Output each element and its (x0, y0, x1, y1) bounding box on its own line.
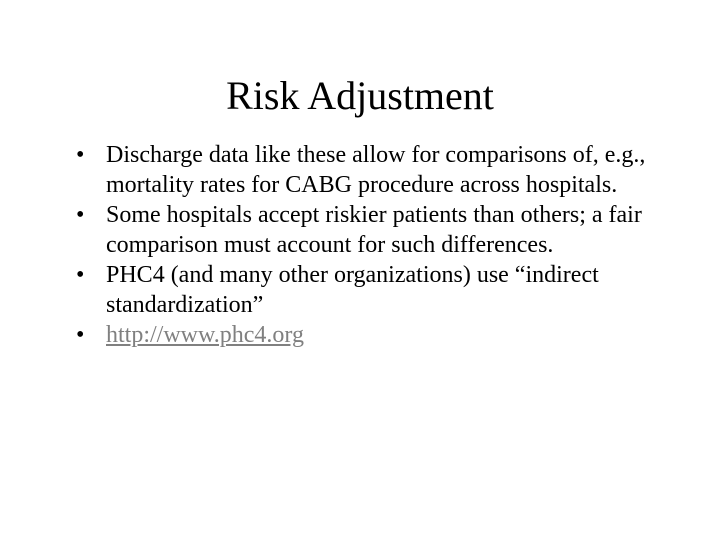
bullet-icon: • (76, 202, 85, 228)
phc4-link[interactable]: http://www.phc4.org (106, 322, 304, 348)
bullet-icon: • (76, 142, 85, 168)
bullet-item-link[interactable] (76, 320, 676, 350)
bullet-icon: • (76, 262, 85, 288)
bullet-item-discharge-data (76, 140, 676, 200)
bullet-icon: • (76, 322, 85, 348)
slide-title: Risk Adjustment (226, 73, 494, 118)
bullet-text: PHC4 (and many other organizations) use “indirect standardization” (106, 262, 599, 318)
bullet-item-riskier-patients (76, 200, 676, 260)
bullet-list (76, 140, 676, 350)
bullet-text: Some hospitals accept riskier patients than others; a fair comparison must account for such differences. (106, 202, 642, 258)
bullet-item-indirect-standardization (76, 260, 676, 320)
bullet-text: Discharge data like these allow for comparisons of, e.g., mortality rates for CABG procedure across hospitals. (106, 142, 646, 198)
